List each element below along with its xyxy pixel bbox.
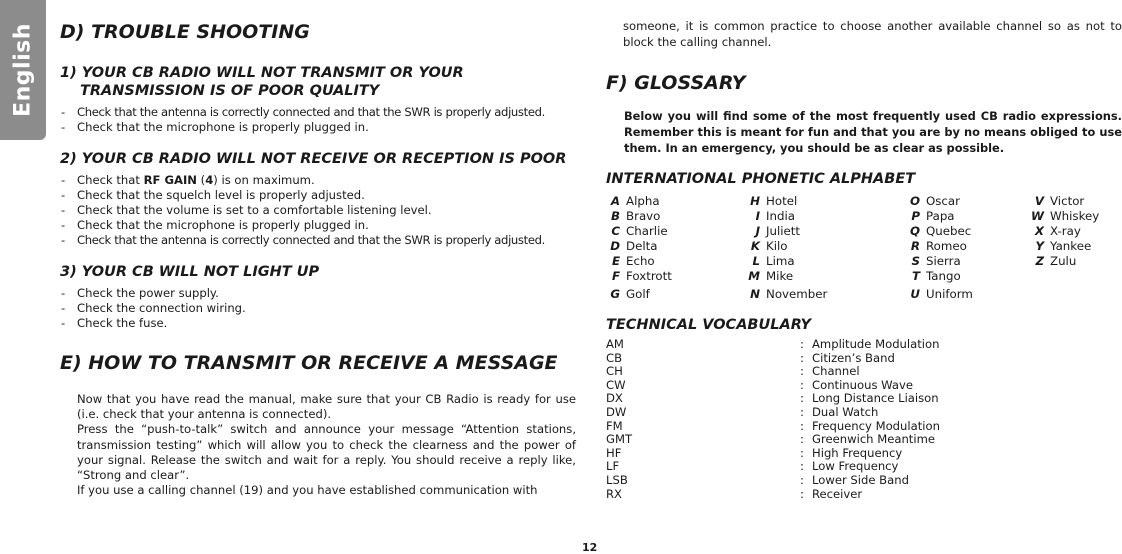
phonetic-letter: G: [610, 287, 620, 301]
phonetic-word: India: [766, 209, 795, 223]
phonetic-word: Victor: [1050, 194, 1085, 208]
vocab-row: [606, 392, 1122, 406]
phonetic-letter: I: [755, 209, 760, 223]
phonetic-letter: Z: [1035, 254, 1044, 268]
vocab-separator: :: [800, 418, 804, 433]
vocab-separator: :: [800, 377, 804, 392]
phonetic-letter: Y: [1035, 239, 1044, 253]
phonetic-word: Uniform: [926, 287, 973, 301]
technical-vocabulary-title: TECHNICAL VOCABULARY: [606, 317, 812, 333]
transmit-heading: E) HOW TO TRANSMIT OR RECEIVE A MESSAGE: [60, 352, 558, 374]
list-item-text: ) is on maximum.: [213, 173, 315, 187]
phonetic-letter: U: [910, 287, 920, 301]
vocab-abbreviation: CW: [606, 377, 626, 392]
list-item: - Check that the microphone is properly plugged in.: [60, 120, 576, 135]
vocab-definition: Citizen’s Band: [812, 350, 895, 365]
vocab-abbreviation: LSB: [606, 472, 628, 487]
phonetic-letter: J: [755, 224, 760, 238]
phonetic-word: Hotel: [766, 194, 798, 208]
section-3-list: [60, 286, 576, 331]
list-item: - Check that the antenna is correctly connected and that the SWR is properly adjusted.: [60, 233, 576, 248]
phonetic-letter: L: [752, 254, 760, 268]
section-2-title: 2) YOUR CB RADIO WILL NOT RECEIVE OR RECEPTION IS POOR: [60, 151, 567, 167]
vocab-definition: Continuous Wave: [812, 377, 913, 392]
phonetic-letter: B: [611, 209, 620, 223]
vocab-row: [606, 433, 1122, 447]
vocab-row: [606, 352, 1122, 366]
rf-gain-number: 4: [205, 173, 214, 187]
vocab-definition: Dual Watch: [812, 404, 879, 419]
phonetic-letter: P: [911, 209, 920, 223]
glossary-heading: F) GLOSSARY: [606, 72, 746, 94]
phonetic-letter: T: [911, 269, 920, 283]
phonetic-letter: D: [610, 239, 620, 253]
vocab-separator: :: [800, 364, 804, 379]
list-item: - Check that the antenna is correctly connected and that the SWR is properly adjusted.: [60, 105, 576, 120]
phonetic-word: Mike: [766, 269, 794, 283]
vocab-abbreviation: RX: [606, 486, 622, 501]
phonetic-letter: W: [1030, 209, 1044, 223]
vocab-row: [606, 406, 1122, 420]
glossary-intro: Below you will find some of the most frequently used CB radio expressions. Remember this is meant for fun and that you are by no means obliged to use them. In an emergency, you should be as clear as possible.: [624, 109, 1122, 155]
phonetic-word: Juliett: [766, 224, 801, 238]
phonetic-word: Quebec: [926, 224, 972, 238]
vocab-separator: :: [800, 445, 804, 460]
technical-vocabulary-list: [606, 338, 1122, 501]
rf-gain-label: RF GAIN: [143, 173, 197, 187]
vocab-definition: Channel: [812, 364, 860, 379]
vocab-row: [606, 460, 1122, 474]
list-item: - Check the connection wiring.: [60, 301, 576, 316]
phonetic-letter: X: [1034, 224, 1044, 238]
list-item: - Check that the microphone is properly plugged in.: [60, 218, 576, 233]
phonetic-letter: K: [750, 239, 760, 253]
vocab-row: [606, 379, 1122, 393]
vocab-separator: :: [800, 459, 804, 474]
phonetic-word: Delta: [626, 239, 658, 253]
section-3-title: 3) YOUR CB WILL NOT LIGHT UP: [60, 264, 320, 280]
list-item-text: Check that: [77, 173, 144, 187]
section-1-title-line1: 1) YOUR CB RADIO WILL NOT TRANSMIT OR YOUR: [60, 65, 464, 81]
trouble-shooting-heading: D) TROUBLE SHOOTING: [60, 21, 310, 43]
phonetic-letter: R: [910, 239, 920, 253]
vocab-definition: Amplitude Modulation: [812, 337, 940, 351]
vocab-abbreviation: HF: [606, 445, 622, 460]
vocab-abbreviation: AM: [606, 337, 624, 351]
phonetic-word: Golf: [626, 287, 650, 301]
list-item: [60, 173, 576, 188]
phonetic-word: Kilo: [766, 239, 788, 253]
phonetic-letter: M: [748, 269, 760, 283]
vocab-abbreviation: DX: [606, 391, 623, 406]
phonetic-word: Bravo: [626, 209, 661, 223]
list-item: - Check the power supply.: [60, 286, 576, 301]
phonetic-word: Alpha: [626, 194, 660, 208]
vocab-row: [606, 420, 1122, 434]
section-1-list: [60, 105, 576, 135]
vocab-definition: High Frequency: [812, 445, 903, 460]
phonetic-word: Yankee: [1050, 239, 1092, 253]
language-tab: [0, 0, 46, 140]
vocab-abbreviation: FM: [606, 418, 623, 433]
vocab-row: [606, 365, 1122, 379]
phonetic-letter: H: [750, 194, 760, 208]
phonetic-letter: C: [611, 224, 620, 238]
list-item: - Check the fuse.: [60, 316, 576, 331]
vocab-definition: Receiver: [812, 486, 863, 501]
phonetic-word: November: [766, 287, 828, 301]
vocab-definition: Greenwich Meantime: [812, 432, 936, 447]
vocab-abbreviation: GMT: [606, 432, 633, 447]
vocab-separator: :: [800, 404, 804, 419]
list-item: - Check that the squelch level is properly adjusted.: [60, 188, 576, 203]
vocab-row: [606, 474, 1122, 488]
vocab-abbreviation: CH: [606, 364, 623, 379]
phonetic-word: Zulu: [1050, 254, 1077, 268]
phonetic-alphabet-title: INTERNATIONAL PHONETIC ALPHABET: [606, 171, 916, 187]
phonetic-letter: E: [611, 254, 620, 268]
phonetic-word: Tango: [926, 269, 961, 283]
vocab-separator: :: [800, 472, 804, 487]
page-number: 12: [582, 541, 598, 554]
vocab-row: [606, 338, 1122, 352]
phonetic-word: Charlie: [626, 224, 668, 238]
vocab-definition: Long Distance Liaison: [812, 391, 939, 406]
paragraph: If you use a calling channel (19) and you have established communication with: [77, 483, 538, 498]
list-item-text: (: [196, 173, 206, 187]
vocab-row: [606, 447, 1122, 461]
phonetic-word: Sierra: [926, 254, 961, 268]
section-2-list: [60, 173, 576, 248]
vocab-definition: Lower Side Band: [812, 472, 909, 487]
phonetic-letter: A: [610, 194, 620, 208]
phonetic-word: Echo: [626, 254, 655, 268]
transmit-body: [77, 392, 576, 498]
phonetic-word: Foxtrott: [626, 269, 672, 283]
paragraph: Press the “push-to-talk” switch and announce your message “Attention stations, transmission testing” which will allow you to check the clearness and the power of your signal. Release the switch and wait for a reply. You should receive a reply like, “Strong and clear”.: [77, 422, 576, 483]
transmit-continued: someone, it is common practice to choose another available channel so as not to block the calling channel.: [623, 19, 1122, 49]
vocab-separator: :: [800, 350, 804, 365]
vocab-separator: :: [800, 486, 804, 501]
phonetic-letter: O: [909, 194, 920, 208]
vocab-definition: Low Frequency: [812, 459, 899, 474]
phonetic-letter: S: [911, 254, 920, 268]
vocab-definition: Frequency Modulation: [812, 418, 940, 433]
phonetic-letter: V: [1034, 194, 1044, 208]
phonetic-letter: N: [750, 287, 760, 301]
vocab-separator: :: [800, 432, 804, 447]
phonetic-word: X-ray: [1050, 224, 1081, 238]
phonetic-letter: Q: [909, 224, 920, 238]
phonetic-word: Whiskey: [1050, 209, 1100, 223]
phonetic-word: Papa: [926, 209, 955, 223]
section-1-title-line2: TRANSMISSION IS OF POOR QUALITY: [80, 83, 380, 99]
phonetic-word: Romeo: [926, 239, 967, 253]
vocab-separator: :: [800, 391, 804, 406]
vocab-abbreviation: LF: [606, 459, 620, 474]
vocab-row: [606, 488, 1122, 502]
phonetic-letter: F: [611, 269, 620, 283]
language-tab-label: English: [10, 23, 36, 117]
vocab-abbreviation: DW: [606, 404, 627, 419]
paragraph: Now that you have read the manual, make sure that your CB Radio is ready for use (i.e. check that your antenna is connected).: [77, 392, 576, 422]
phonetic-word: Oscar: [926, 194, 960, 208]
list-item: - Check that the volume is set to a comfortable listening level.: [60, 203, 576, 218]
vocab-separator: :: [800, 337, 804, 351]
vocab-abbreviation: CB: [606, 350, 623, 365]
phonetic-word: Lima: [766, 254, 795, 268]
